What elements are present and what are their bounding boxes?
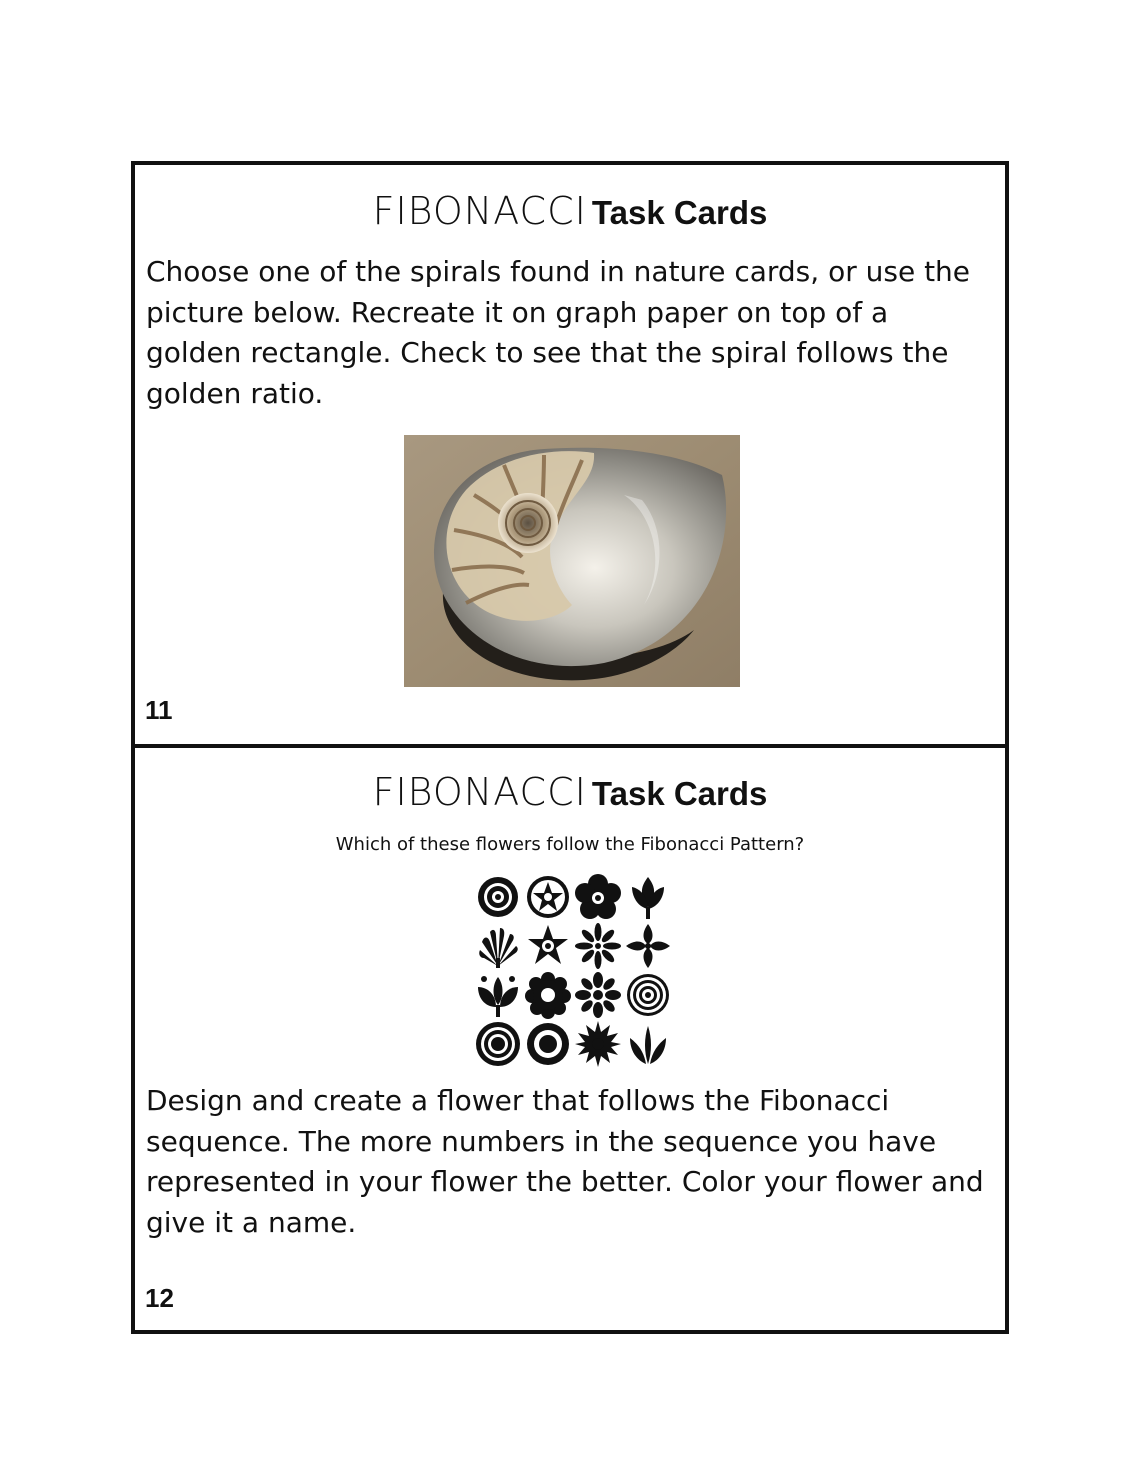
card-title-task-cards: Task Cards (591, 194, 768, 231)
card-title (135, 770, 1005, 814)
card-number: 11 (145, 695, 173, 725)
flower-leaf-sprout-icon (624, 1020, 672, 1068)
card-title-task-cards: Task Cards (591, 775, 768, 812)
flower-star-icon (524, 873, 572, 921)
flower-tulip-icon (624, 873, 672, 921)
task-card-sheet (131, 161, 1009, 1334)
flower-fan-icon (474, 922, 522, 970)
flower-bullseye-icon (524, 1020, 572, 1068)
card-instructions: Choose one of the spirals found in nature cards, or use the picture below. Recreate it on graph paper on top of a golden rectangle. Check to see that the spiral follows the golden ratio. (146, 255, 971, 410)
flower-ring-icon (474, 1020, 522, 1068)
card-title-fibonacci: FIBONACCI (372, 770, 587, 814)
card-number: 12 (145, 1283, 174, 1313)
flower-lotus-icon (474, 971, 522, 1019)
card-instructions: Design and create a flower that follows the Fibonacci sequence. The more numbers in the sequence you have represented in your flower the better. Color your flower and give it a name. (146, 1084, 984, 1239)
flower-snowflake-icon (574, 971, 622, 1019)
flower-question: Which of these flowers follow the Fibonacci Pattern? (335, 834, 805, 855)
task-card-11 (135, 165, 1005, 748)
flower-gear-icon (524, 971, 572, 1019)
flower-rose-icon (474, 873, 522, 921)
flower-sunflower-icon (574, 1020, 622, 1068)
flower-icon-grid (473, 873, 673, 1069)
flower-five-petal-icon (574, 873, 622, 921)
card-title-fibonacci: FIBONACCI (372, 189, 587, 233)
card-title (135, 189, 1005, 233)
flower-four-petal-icon (624, 922, 672, 970)
nautilus-shell-image (404, 435, 740, 687)
flower-ornate-rose-icon (624, 971, 672, 1019)
flower-daisy-icon (574, 922, 622, 970)
flower-pointed-star-icon (524, 922, 572, 970)
